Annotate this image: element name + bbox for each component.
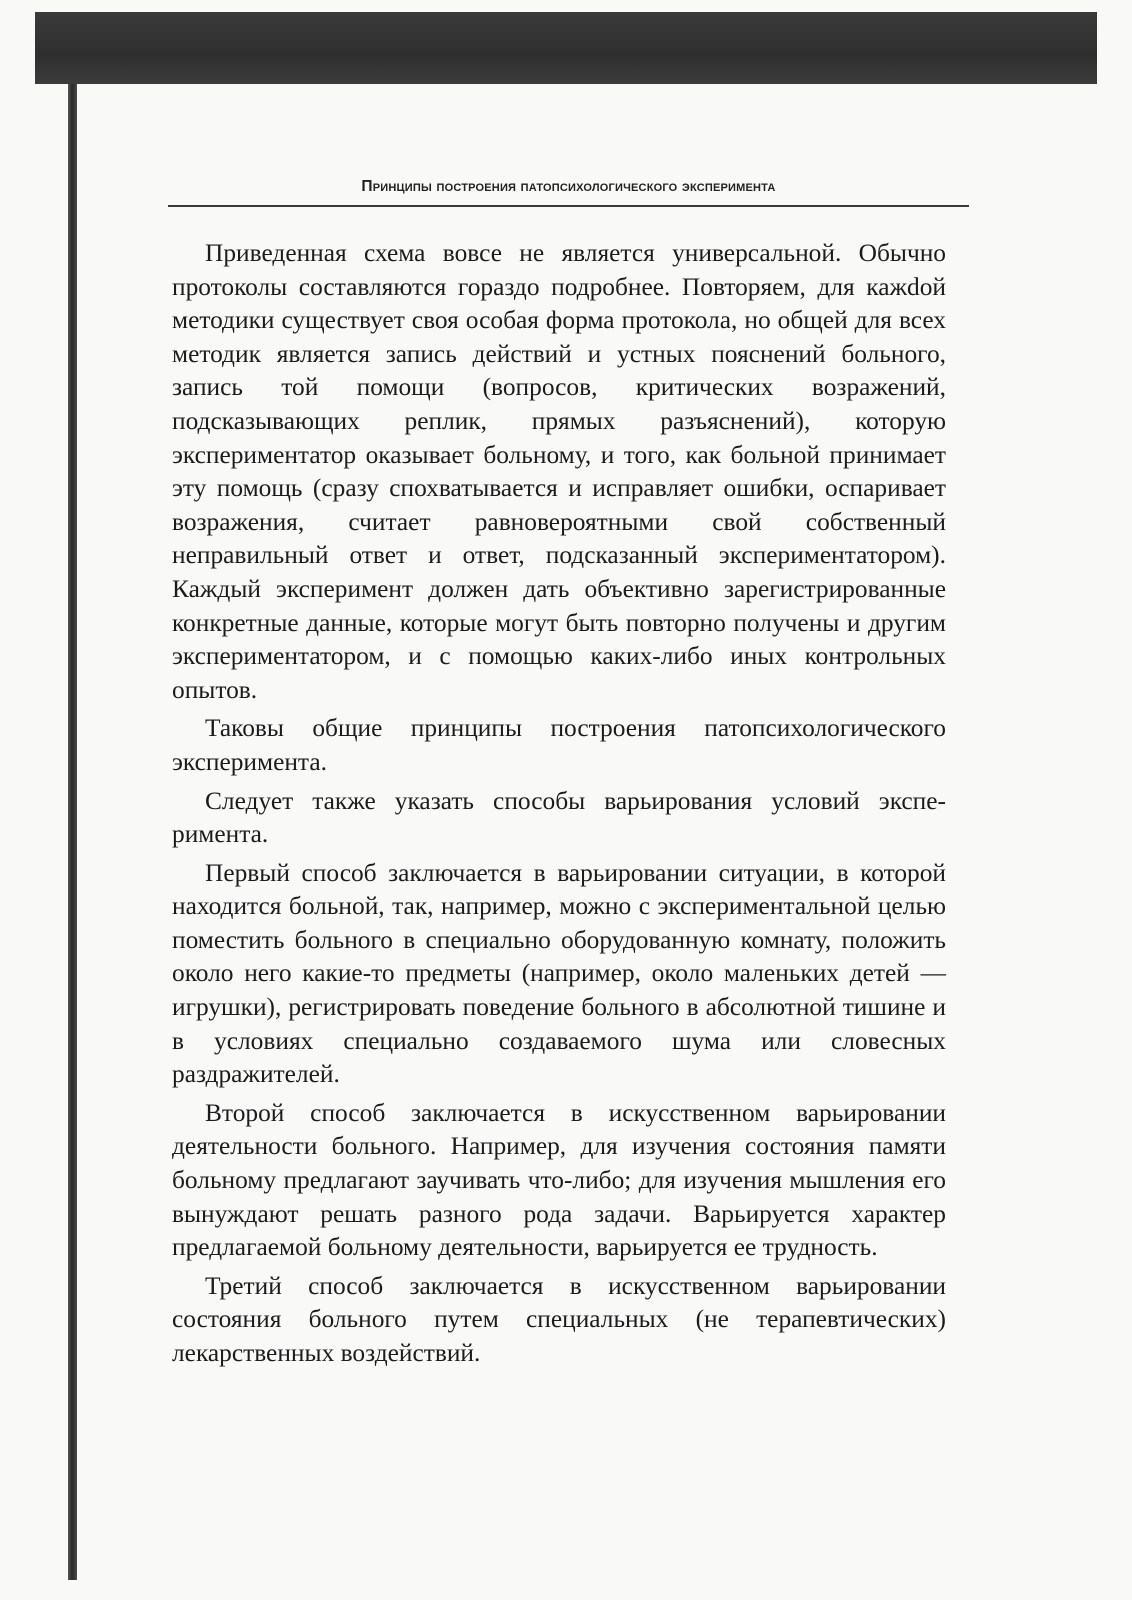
- running-head: Принципы построения патопсихологического эксперимента: [361, 178, 776, 195]
- paragraph: Следует также указать способы варьирования условий эксперимента.: [172, 786, 946, 849]
- paragraph: Приведенная схема вовсе не является универсальной. Обычно протоколы составляются гораздо подробнее. Повторяем, для кажdой методики существует своя особая форма протокола, но общей для всех методик является запись действий и устных пояснений больного, запись той помощи (вопросов, критических возражений, подсказывающих реплик, прямых разъяснений), которую экспериментатор оказывает больному, и того, как больной принимает эту помощь (сразу спохватывается и исправляет ошибки, оспаривает возражения, считает равновероятными свой собственный неправильный ответ и ответ, подсказанный экспериментатором). Каждый эксперимент должен дать объективно зарегистрированные конкретные данные, которые могут быть повторно получены и другим экспериментатором, и с помощью каких-либо иных контрольных опытов.: [172, 239, 946, 704]
- paragraph: Таковы общие принципы построения патопсихологического эксперимента.: [172, 714, 946, 776]
- body-text: [172, 237, 946, 1376]
- paragraph: Третий способ заключается в искусственном варьировании состояния больного путем специальных (не терапевтических) лекарственных воздействий.: [172, 1271, 946, 1367]
- paragraph: Первый способ заключается в варьировании ситуации, в которой находится больной, так, например, можно с экспериментальной целью поместить больного в специально оборудованную комнату, положить около него какие-то предметы (например, около маленьких детей — игрушки), регистрировать поведение больного в абсолютной тишине и в условиях специально создаваемого шума или словесных раздражителей.: [172, 858, 946, 1089]
- scan-shadow-bar: [35, 12, 1097, 84]
- page-edge-shadow: [68, 84, 77, 1580]
- header-divider: [168, 205, 969, 207]
- paragraph: Второй способ заключается в искусственном варьировании деятельности больного. Например, для изучения состояния памяти больному предлагают заучивать что-либо; для изучения мышления его вынуждают решать разного рода задачи. Варьируется характер предлагаемой больному деятельности, варьируется ее трудность.: [172, 1098, 946, 1262]
